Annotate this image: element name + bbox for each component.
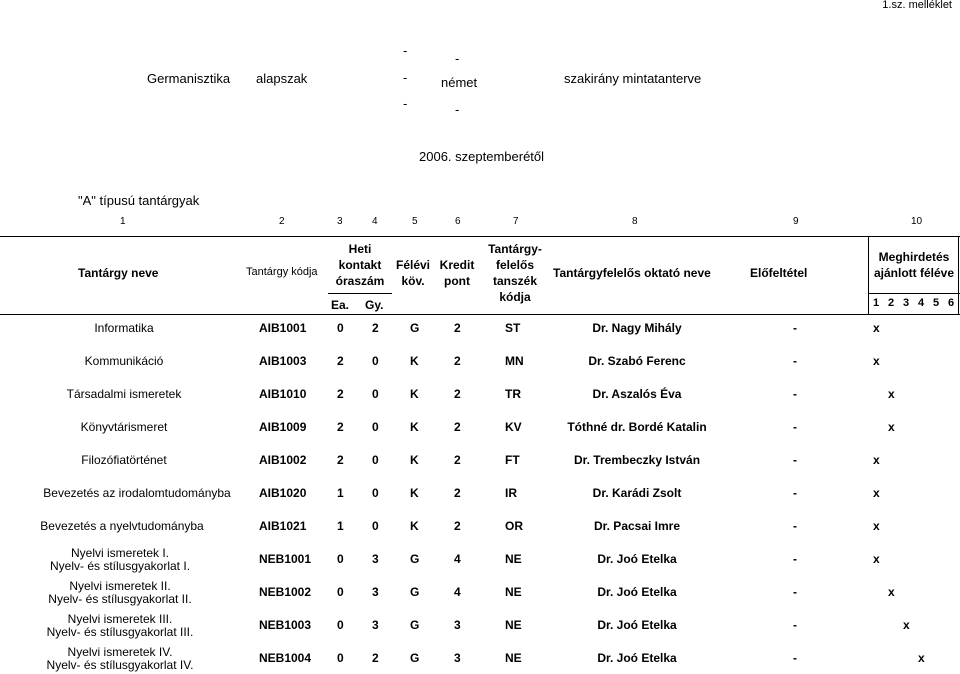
department-code: ST — [505, 321, 521, 335]
credit-points: 2 — [454, 387, 461, 401]
table-row — [0, 510, 960, 542]
teacher-name: Dr. Szabó Ferenc — [588, 354, 686, 368]
practice-hours: 0 — [372, 519, 379, 533]
header-dept-3: tanszék — [492, 274, 538, 288]
lecture-hours: 0 — [337, 585, 344, 599]
header-semester-2: ajánlott féléve — [873, 266, 955, 280]
col-number-2: 2 — [279, 216, 285, 227]
semester-5: 5 — [933, 297, 940, 309]
col-number-6: 6 — [455, 216, 461, 227]
course-name: Filozófiatörténet — [81, 453, 167, 467]
table-row — [0, 444, 960, 476]
semester-mark: x — [888, 585, 895, 599]
header-dept-4: kódja — [499, 290, 531, 304]
department-code: NE — [505, 618, 522, 632]
semester-mark: x — [873, 354, 880, 368]
table-row — [0, 576, 960, 608]
department-code: TR — [505, 387, 521, 401]
header-teacher: Tantárgyfelelős oktató neve — [553, 266, 711, 280]
course-name: Könyvtárismeret — [80, 420, 168, 434]
col-number-8: 8 — [632, 216, 638, 227]
lecture-hours: 2 — [337, 354, 344, 368]
course-code: NEB1003 — [259, 618, 312, 632]
table-row — [0, 477, 960, 509]
course-code: AIB1001 — [259, 321, 307, 335]
course-name: Nyelvi ismeretek IV. — [67, 644, 173, 659]
credit-points: 2 — [454, 321, 461, 335]
header-top-border — [0, 236, 960, 237]
course-code: NEB1004 — [259, 651, 312, 665]
requirement: K — [410, 354, 419, 368]
course-name-secondary: Nyelv- és stílusgyakorlat I. — [49, 559, 191, 574]
col-number-3: 3 — [337, 216, 343, 227]
header-credit-1: Kredit — [439, 258, 475, 272]
header-hours-3: óraszám — [335, 274, 385, 288]
course-name: Bevezetés a nyelvtudományba — [40, 519, 204, 533]
department-code: FT — [505, 453, 520, 467]
table-row — [0, 312, 960, 344]
credit-points: 3 — [454, 651, 461, 665]
semester-mark: x — [903, 618, 910, 632]
department-code: NE — [505, 651, 522, 665]
requirement: K — [410, 519, 419, 533]
teacher-name: Dr. Joó Etelka — [597, 552, 677, 566]
semester-2: 2 — [888, 297, 895, 309]
semester-6: 6 — [948, 297, 955, 309]
prerequisite: - — [793, 453, 797, 467]
requirement: K — [410, 486, 419, 500]
course-name-secondary: Nyelv- és stílusgyakorlat III. — [46, 625, 194, 640]
teacher-name: Dr. Aszalós Éva — [592, 387, 682, 401]
lecture-hours: 0 — [337, 618, 344, 632]
course-name: Társadalmi ismeretek — [66, 387, 182, 401]
semester-4: 4 — [918, 297, 925, 309]
prerequisite: - — [793, 387, 797, 401]
credit-points: 2 — [454, 453, 461, 467]
practice-hours: 3 — [372, 585, 379, 599]
semester-mark: x — [918, 651, 925, 665]
requirement: G — [410, 552, 420, 566]
requirement: K — [410, 420, 419, 434]
teacher-name: Dr. Pacsai Imre — [593, 519, 681, 533]
course-name: Nyelvi ismeretek I. — [70, 545, 170, 560]
course-name-secondary: Nyelv- és stílusgyakorlat IV. — [46, 658, 194, 673]
department-code: IR — [505, 486, 517, 500]
col-number-10: 10 — [911, 216, 923, 227]
table-row — [0, 609, 960, 641]
course-code: AIB1020 — [259, 486, 307, 500]
course-code: AIB1009 — [259, 420, 307, 434]
header-dept-1: Tantárgy- — [488, 242, 542, 256]
program-name: Germanisztika — [147, 71, 231, 86]
requirement: K — [410, 387, 419, 401]
header-req-1: Félévi — [395, 258, 431, 272]
department-code: KV — [505, 420, 522, 434]
semester-mark: x — [888, 387, 895, 401]
prerequisite: - — [793, 321, 797, 335]
teacher-name: Tóthné dr. Bordé Katalin — [567, 420, 707, 434]
col-number-9: 9 — [793, 216, 799, 227]
credit-points: 2 — [454, 486, 461, 500]
program-level: alapszak — [256, 71, 308, 86]
header-hours-1: Heti — [348, 242, 372, 256]
credit-points: 2 — [454, 519, 461, 533]
course-name: Nyelvi ismeretek II. — [69, 578, 171, 593]
credit-points: 2 — [454, 354, 461, 368]
department-code: NE — [505, 552, 522, 566]
semester-3: 3 — [903, 297, 910, 309]
semester-mark: x — [888, 420, 895, 434]
semester-mark: x — [873, 321, 880, 335]
prerequisite: - — [793, 486, 797, 500]
semester-divider — [868, 293, 960, 294]
practice-hours: 0 — [372, 486, 379, 500]
teacher-name: Dr. Nagy Mihály — [592, 321, 682, 335]
requirement: K — [410, 453, 419, 467]
semester-1: 1 — [873, 297, 880, 309]
specialization-title: szakirány mintatanterve — [564, 71, 702, 86]
prerequisite: - — [793, 651, 797, 665]
annex-label: 1.sz. melléklet — [882, 0, 952, 11]
hours-divider — [328, 293, 392, 294]
course-name: Nyelvi ismeretek III. — [67, 611, 173, 626]
semester-mark: x — [873, 519, 880, 533]
header-hours-2: kontakt — [338, 258, 382, 272]
semester-mark: x — [873, 486, 880, 500]
lecture-hours: 0 — [337, 321, 344, 335]
course-name: Kommunikáció — [84, 354, 164, 368]
table-row — [0, 411, 960, 443]
practice-hours: 2 — [372, 321, 379, 335]
header-req-2: köv. — [401, 274, 425, 288]
col-number-5: 5 — [412, 216, 418, 227]
col-number-4: 4 — [372, 216, 378, 227]
course-name: Informatika — [94, 321, 154, 335]
teacher-name: Dr. Karádi Zsolt — [592, 486, 682, 500]
course-name: Bevezetés az irodalomtudományba — [43, 486, 231, 500]
practice-hours: 0 — [372, 354, 379, 368]
dash-b1: - — [403, 70, 408, 85]
teacher-name: Dr. Trembeczky István — [573, 453, 701, 467]
table-row — [0, 642, 960, 674]
table-row — [0, 543, 960, 575]
requirement: G — [410, 618, 420, 632]
header-semester-1: Meghirdetés — [878, 250, 950, 264]
course-code: AIB1010 — [259, 387, 307, 401]
prerequisite: - — [793, 585, 797, 599]
semester-mark: x — [873, 453, 880, 467]
requirement: G — [410, 321, 420, 335]
prerequisite: - — [793, 354, 797, 368]
table-row — [0, 378, 960, 410]
dash-c1: - — [403, 96, 408, 111]
lecture-hours: 0 — [337, 651, 344, 665]
credit-points: 4 — [454, 585, 461, 599]
teacher-name: Dr. Joó Etelka — [597, 585, 677, 599]
prerequisite: - — [793, 519, 797, 533]
dash-c2: - — [455, 102, 460, 117]
practice-hours: 3 — [372, 618, 379, 632]
prerequisite: - — [793, 618, 797, 632]
prerequisite: - — [793, 552, 797, 566]
header-gy: Gy. — [365, 298, 384, 312]
course-code: NEB1001 — [259, 552, 312, 566]
header-prereq: Előfeltétel — [750, 266, 808, 280]
semester-mark: x — [873, 552, 880, 566]
course-code: AIB1021 — [259, 519, 307, 533]
lecture-hours: 2 — [337, 453, 344, 467]
practice-hours: 0 — [372, 387, 379, 401]
lecture-hours: 1 — [337, 486, 344, 500]
teacher-name: Dr. Joó Etelka — [597, 618, 677, 632]
prerequisite: - — [793, 420, 797, 434]
course-name-secondary: Nyelv- és stílusgyakorlat II. — [48, 592, 192, 607]
language-name: német — [441, 75, 478, 90]
header-dept-2: felelős — [495, 258, 534, 272]
credit-points: 3 — [454, 618, 461, 632]
col-number-7: 7 — [513, 216, 519, 227]
lecture-hours: 1 — [337, 519, 344, 533]
header-credit-2: pont — [444, 274, 470, 288]
practice-hours: 0 — [372, 453, 379, 467]
course-code: AIB1002 — [259, 453, 307, 467]
lecture-hours: 2 — [337, 387, 344, 401]
dash-a2: - — [455, 51, 460, 66]
header-ea: Ea. — [331, 298, 350, 312]
lecture-hours: 2 — [337, 420, 344, 434]
dash-a1: - — [403, 43, 408, 58]
requirement: G — [410, 651, 420, 665]
practice-hours: 0 — [372, 420, 379, 434]
department-code: NE — [505, 585, 522, 599]
lecture-hours: 0 — [337, 552, 344, 566]
header-subject: Tantárgy neve — [78, 266, 159, 280]
col-number-1: 1 — [120, 216, 126, 227]
teacher-name: Dr. Joó Etelka — [597, 651, 677, 665]
practice-hours: 2 — [372, 651, 379, 665]
header-code: Tantárgy kódja — [246, 266, 318, 278]
department-code: MN — [505, 354, 524, 368]
credit-points: 2 — [454, 420, 461, 434]
requirement: G — [410, 585, 420, 599]
table-row — [0, 345, 960, 377]
effective-date: 2006. szeptemberétől — [419, 149, 545, 164]
course-code: NEB1002 — [259, 585, 312, 599]
practice-hours: 3 — [372, 552, 379, 566]
credit-points: 4 — [454, 552, 461, 566]
course-code: AIB1003 — [259, 354, 307, 368]
department-code: OR — [505, 519, 523, 533]
section-title: "A" típusú tantárgyak — [78, 193, 200, 208]
